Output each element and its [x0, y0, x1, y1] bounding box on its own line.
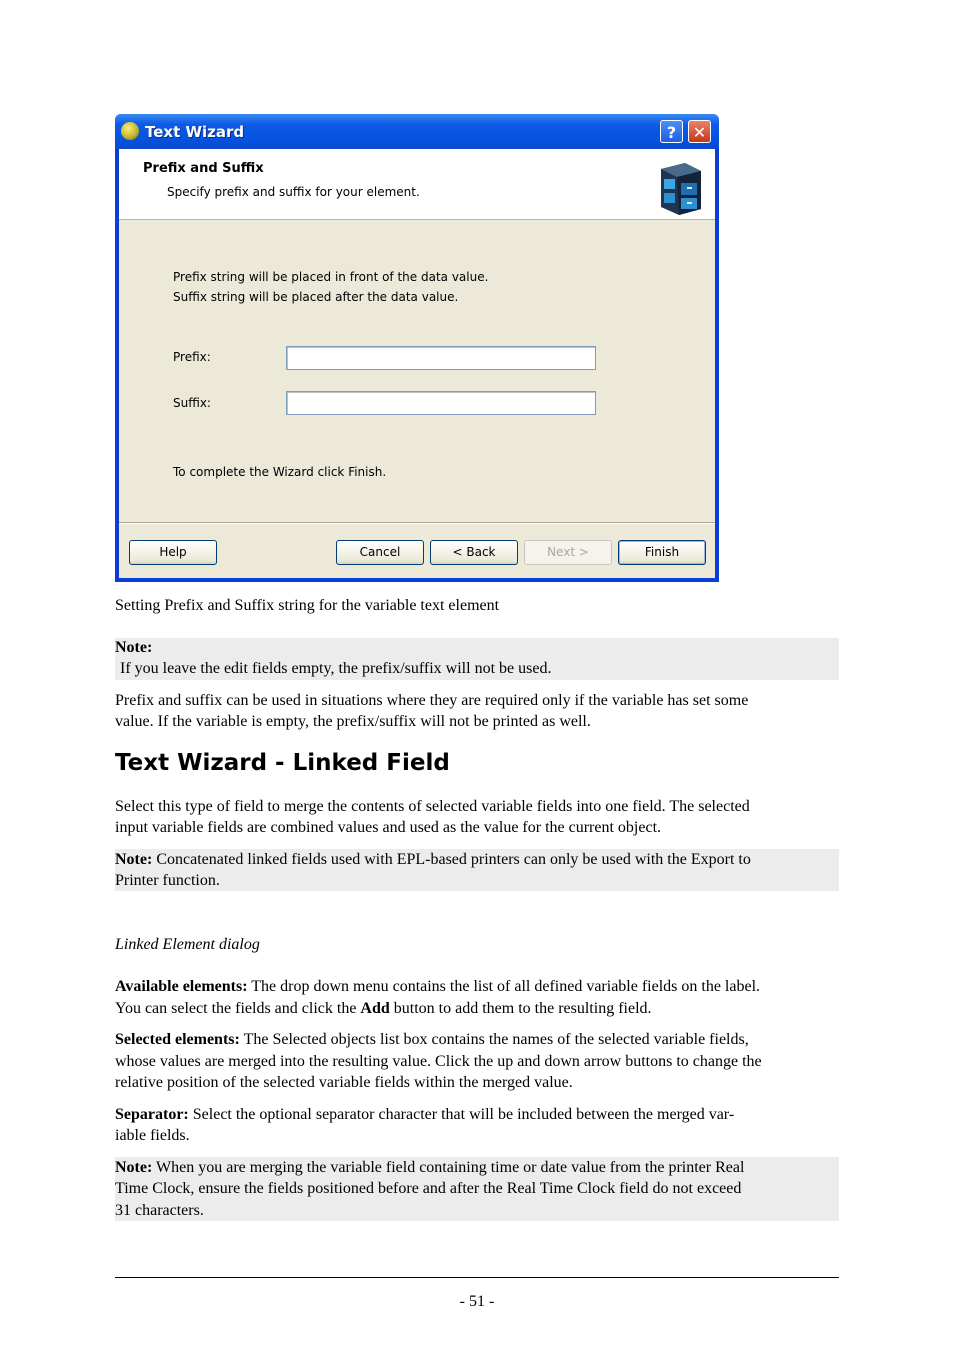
note-text: Time Clock, ensure the fields positioned before and after the Real Time Clock field do not exceed — [115, 1180, 742, 1197]
sub-heading: Linked Element dialog — [115, 936, 260, 953]
paragraph-line: value. If the variable is empty, the prefix/suffix will not be printed as well. — [115, 713, 591, 730]
paragraph-line: input variable fields are combined values and used as the value for the current object. — [115, 819, 662, 836]
add-keyword: Add — [360, 1000, 390, 1017]
note-text: Printer function. — [115, 872, 220, 889]
note-text: 31 characters. — [115, 1202, 204, 1219]
term-text: button to add them to the resulting field. — [393, 1000, 652, 1017]
note-text: When you are merging the variable field containing time or date value from the printer Real — [156, 1159, 745, 1176]
paragraph-line: iable fields. — [115, 1127, 190, 1144]
help-icon[interactable]: ? — [660, 120, 683, 143]
note-line — [115, 849, 751, 871]
term-text: Select the optional separator character that will be included between the merged var- — [192, 1106, 735, 1123]
paragraph-line: Prefix and suffix can be used in situations where they are required only if the variable has set some — [115, 692, 749, 709]
note-label: Note: — [115, 851, 153, 868]
footer-rule — [115, 1277, 839, 1278]
term-text: The drop down menu contains the list of all defined variable fields on the label. — [251, 978, 761, 995]
close-icon[interactable]: ✕ — [688, 120, 711, 143]
paragraph-line: Select this type of field to merge the contents of selected variable fields into one field. The selected — [115, 798, 750, 815]
title-bar[interactable] — [115, 114, 719, 149]
note-label: Note: — [115, 1159, 153, 1176]
info-line-2: Suffix string will be placed after the data value. — [173, 290, 459, 304]
paragraph-line — [115, 1104, 734, 1126]
term-text: The Selected objects list box contains the names of the selected variable fields, — [243, 1031, 749, 1048]
term-label: Separator: — [115, 1106, 189, 1123]
paragraph-line — [115, 1029, 749, 1051]
figure-caption: Setting Prefix and Suffix string for the variable text element — [115, 597, 500, 614]
paragraph-line: relative position of the selected variable fields within the merged value. — [115, 1074, 573, 1091]
prefix-label: Prefix: — [173, 350, 211, 364]
next-button[interactable]: Next > — [524, 540, 612, 565]
paragraph-line: whose values are merged into the resulting value. Click the up and down arrow buttons to change the — [115, 1053, 762, 1070]
step-subtitle: Specify prefix and suffix for your element. — [167, 185, 420, 199]
suffix-input[interactable] — [286, 391, 596, 415]
term-label: Available elements: — [115, 978, 248, 995]
note-text: If you leave the edit fields empty, the prefix/suffix will not be used. — [120, 660, 552, 677]
app-icon — [121, 122, 139, 140]
complete-text: To complete the Wizard click Finish. — [173, 465, 387, 479]
text-wizard-dialog — [115, 114, 719, 582]
file-cabinet-icon — [655, 159, 707, 215]
dialog-title: Text Wizard — [145, 123, 245, 141]
suffix-label: Suffix: — [173, 396, 211, 410]
finish-button[interactable]: Finish — [618, 540, 706, 565]
wizard-header — [119, 149, 715, 220]
note-line — [115, 1157, 744, 1179]
page-number: - 51 - — [459, 1293, 495, 1310]
wizard-body — [119, 220, 715, 578]
info-line-1: Prefix string will be placed in front of the data value. — [173, 270, 489, 284]
note-label: Note: — [115, 639, 153, 656]
section-heading: Text Wizard - Linked Field — [115, 750, 450, 776]
note-text: Concatenated linked fields used with EPL-based printers can only be used with the Export to — [156, 851, 751, 868]
help-button[interactable]: Help — [129, 540, 217, 565]
back-button[interactable]: < Back — [430, 540, 518, 565]
term-label: Selected elements: — [115, 1031, 240, 1048]
prefix-input[interactable] — [286, 346, 596, 370]
paragraph-line — [115, 998, 652, 1020]
step-title: Prefix and Suffix — [143, 161, 264, 176]
term-text: You can select the fields and click the — [115, 1000, 357, 1017]
cancel-button[interactable]: Cancel — [336, 540, 424, 565]
button-separator — [119, 522, 715, 524]
paragraph-line — [115, 976, 760, 998]
